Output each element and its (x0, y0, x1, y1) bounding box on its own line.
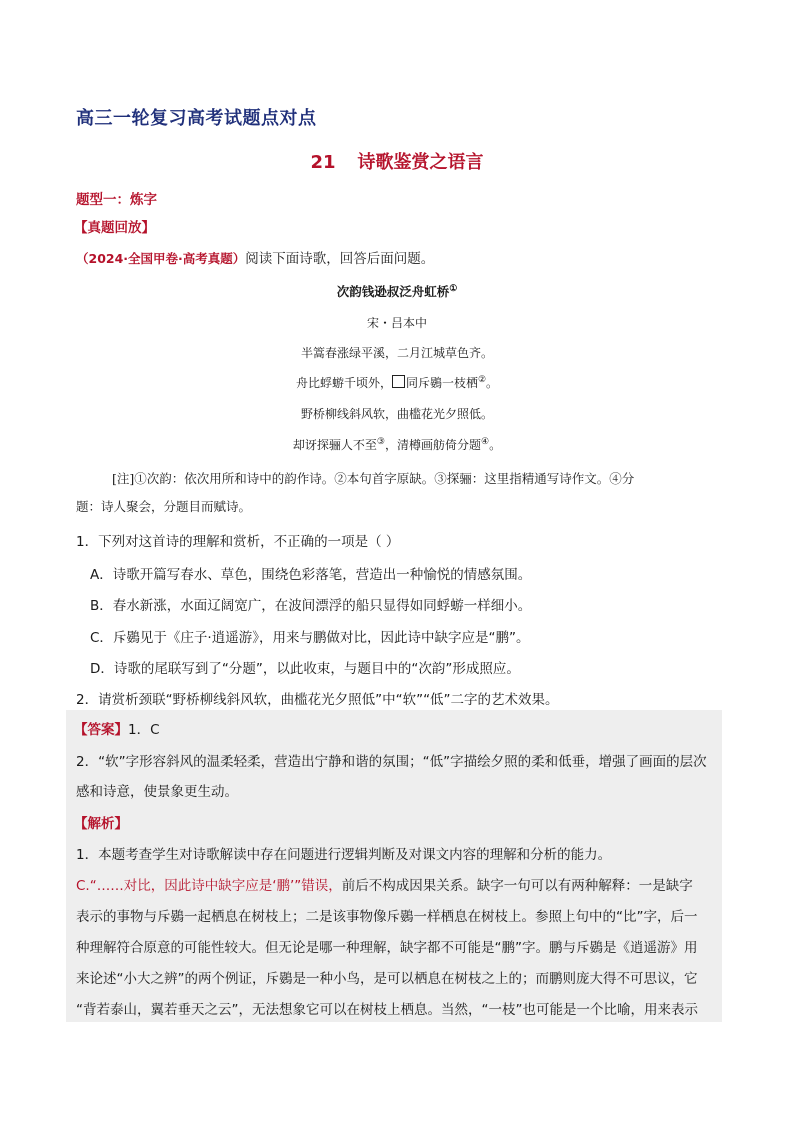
answer-2-line-1: 2．“软”字形容斜风的温柔轻柔，营造出宁静和谐的氛围；“低”字描绘夕照的柔和低垂，增强了画面的层次 (76, 754, 707, 770)
question-type-heading: 题型一：炼字 (76, 192, 157, 208)
poem-line-2-note: ② (477, 375, 487, 385)
analysis-line-5: 来论述“小大之辨”的两个例证，斥鷃是一种小鸟，是可以栖息在树枝之上的；而鹏则庞大得不可思议，它 (76, 971, 698, 987)
source-tag: （2024·全国甲卷·高考真题） (76, 251, 246, 266)
question-2: 2．请赏析颈联“野桥柳线斜风软，曲槛花光夕照低”中“软”“低”二字的艺术效果。 (76, 692, 559, 708)
poem-line-3: 野桥柳线斜风软，曲槛花光夕照低。 (300, 407, 493, 421)
analysis-line-2 (76, 874, 693, 894)
instruction-text: 阅读下面诗歌，回答后面问题。 (245, 251, 435, 267)
poem-line-4-note2: ④ (481, 437, 490, 447)
answer-2-line-2: 感和诗意，使景象更生动。 (76, 784, 238, 800)
poem-author: 宋・吕本中 (366, 316, 427, 330)
answer-label: 【答案】 (74, 722, 128, 738)
poem-notes-line-2: 题：诗人聚会，分题目而赋诗。 (76, 499, 252, 514)
analysis-highlight: C.“……对比，因此诗中缺字应是‘鹏’”错误， (76, 878, 342, 894)
poem-notes-line-1: [注]①次韵：依次用所和诗中的韵作诗。②本句首字原缺。③探骊：这里指精通写诗作文。④分 (112, 471, 635, 486)
poem-line-2-end: 。 (486, 376, 499, 390)
title-number: 21 (310, 152, 336, 173)
poem-line-4 (0, 436, 794, 453)
analysis-line-1: 1．本题考查学生对诗歌解读中存在问题进行逻辑判断及对课文内容的理解和分析的能力。 (76, 847, 612, 863)
poem-title-text: 次韵钱逊叔泛舟虹桥 (336, 284, 450, 299)
answer-1: 1．C (128, 722, 160, 738)
answer-line (74, 718, 160, 738)
poem-line-2-b: 同斥鷃一枝栖 (405, 376, 478, 390)
section-label: 【真题回放】 (74, 220, 155, 236)
document-title (0, 148, 794, 174)
analysis-line-4: 种理解符合原意的可能性较大。但无论是哪一种理解，缺字都不可能是“鹏”字。鹏与斥鷃是《逍遥游》用 (76, 940, 698, 956)
question-1: 1．下列对这首诗的理解和赏析，不正确的一项是（ ） (76, 534, 400, 550)
analysis-line-6: “背若泰山，翼若垂天之云”，无法想象它可以在树枝上栖息。当然，“一枝”也可能是一个比喻，用来表示 (76, 1002, 698, 1018)
poem-line-4-end: 。 (489, 438, 502, 452)
option-d: D．诗歌的尾联写到了“分题”，以此收束，与题目中的“次韵”形成照应。 (90, 661, 520, 677)
title-text: 诗歌鉴赏之语言 (357, 152, 484, 173)
poem-line-2-a: 舟比蜉蝣千顷外， (295, 376, 392, 390)
analysis-line-2-rest: 前后不构成因果关系。缺字一句可以有两种解释：一是缺字 (341, 878, 693, 894)
poem-line-4-note: ③ (376, 437, 385, 447)
missing-character-box (392, 375, 405, 388)
poem-title (0, 282, 794, 300)
option-a: A．诗歌开篇写春水、草色，围绕色彩落笔，营造出一种愉悦的情感氛围。 (90, 567, 532, 583)
option-c: C．斥鷃见于《庄子·逍遥游》，用来与鹏做对比，因此诗中缺字应是“鹏”。 (90, 630, 530, 646)
poem-line-1: 半篙春涨绿平溪，二月江城草色齐。 (300, 346, 493, 360)
option-b: B．春水新涨，水面辽阔宽广，在波间漂浮的船只显得如同蜉蝣一样细小。 (90, 598, 532, 614)
analysis-label: 【解析】 (74, 816, 128, 832)
poem-title-note: ① (449, 283, 458, 294)
poem-line-2 (0, 374, 794, 391)
poem-line-4-a: 却讶探骊人不至 (292, 438, 377, 452)
analysis-line-3: 表示的事物与斥鷃一起栖息在树枝上；二是该事物像斥鷃一样栖息在树枝上。参照上句中的“比”字，后一 (76, 909, 698, 925)
series-title: 高三一轮复习高考试题点对点 (76, 108, 317, 129)
poem-line-4-b: ，清樽画舫倚分题 (384, 438, 481, 452)
source-line (76, 247, 434, 267)
